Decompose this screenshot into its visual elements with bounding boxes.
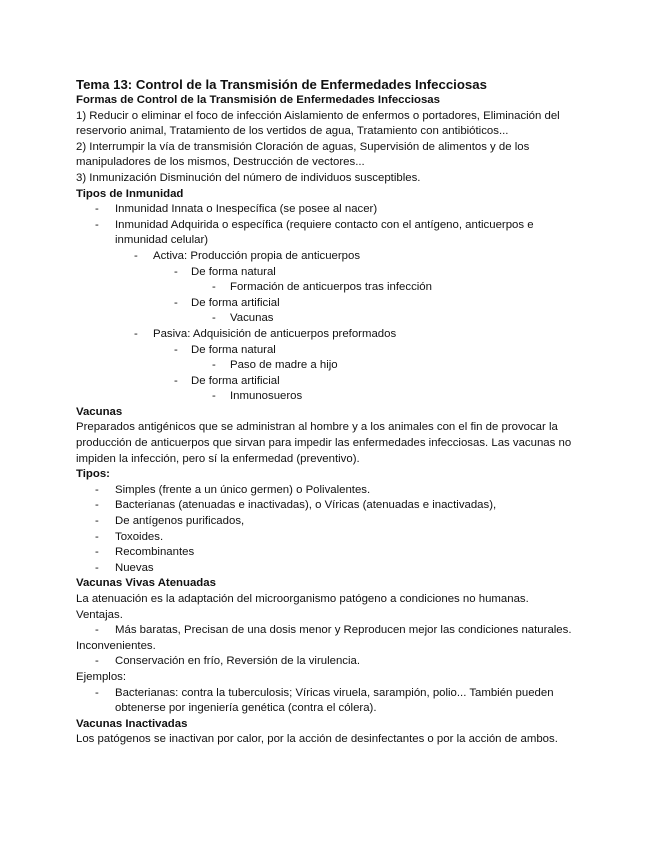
list-item <box>76 343 581 359</box>
list-item <box>76 686 581 717</box>
list-item-text: Simples (frente a un único germen) o Polivalentes. <box>115 483 371 496</box>
paragraph: Preparados antigénicos que se administran al hombre y a los animales con el fin de provocar la producción de anticuerpos que sirvan para impedir las enfermedades infecciosas. Las vacunas no impiden la infección, pero sí la enfermedad (preventivo). <box>76 421 572 465</box>
paragraph: 3) Inmunización Disminución del número de individuos susceptibles. <box>76 171 421 184</box>
list-item <box>76 296 581 312</box>
bullet: - <box>134 249 138 262</box>
list-item-text: Pasiva: Adquisición de anticuerpos preformados <box>153 327 397 340</box>
list-item <box>76 530 581 546</box>
list-item-text: Paso de madre a hijo <box>230 359 338 372</box>
bullet: - <box>95 515 99 528</box>
label: Inconvenientes. <box>76 639 156 652</box>
list-item-text: Bacterianas: contra la tuberculosis; Víricas viruela, sarampión, polio... También pueden obtenerse por ingeniería genética (contra el cólera). <box>115 686 554 715</box>
list-item <box>76 218 581 249</box>
bullet: - <box>95 218 99 231</box>
label: Ventajas. <box>76 608 123 621</box>
list-item-text: Activa: Producción propia de anticuerpos <box>153 249 361 262</box>
bullet: - <box>212 281 216 294</box>
list-item-text: De forma artificial <box>191 374 280 387</box>
paragraph: La atenuación es la adaptación del microorganismo patógeno a condiciones no humanas. <box>76 593 529 605</box>
bullet: - <box>95 561 99 574</box>
list-item <box>76 311 581 327</box>
bullet: - <box>212 390 216 403</box>
bullet: - <box>174 296 178 309</box>
bullet: - <box>95 655 99 668</box>
bullet: - <box>95 203 99 216</box>
bullet: - <box>134 327 138 340</box>
paragraph: Los patógenos se inactivan por calor, por la acción de desinfectantes o por la acción de ambos. <box>76 733 558 746</box>
bullet: - <box>95 499 99 512</box>
list-item <box>76 498 581 514</box>
section-heading: Tipos de Inmunidad <box>76 187 184 200</box>
list-item <box>76 358 581 374</box>
list-item-text: Toxoides. <box>115 530 164 543</box>
section-heading: Vacunas <box>76 405 123 418</box>
list-item <box>76 545 581 561</box>
list-item-text: De forma natural <box>191 343 276 356</box>
section-heading: Vacunas Vivas Atenuadas <box>76 577 216 590</box>
bullet: - <box>212 312 216 325</box>
list-item <box>76 374 581 390</box>
list-item-text: Más baratas, Precisan de una dosis menor y Reproducen mejor las condiciones naturales. <box>115 624 572 637</box>
list-item <box>76 280 581 296</box>
list-item-text: Inmunidad Adquirida o específica (requiere contacto con el antígeno, anticuerpos e inmunidad celular) <box>115 218 534 247</box>
bullet: - <box>212 359 216 372</box>
list-item <box>76 483 581 499</box>
list-item <box>76 654 581 670</box>
bullet: - <box>95 530 99 543</box>
bullet: - <box>95 624 99 637</box>
list-item-text: De forma artificial <box>191 296 280 309</box>
list-item <box>76 202 581 218</box>
bullet: - <box>95 546 99 559</box>
list-item <box>76 561 581 577</box>
bullet: - <box>174 343 178 356</box>
page-title: Tema 13: Control de la Transmisión de Enfermedades Infecciosas <box>76 77 487 92</box>
document-page <box>76 77 581 748</box>
subsection-heading: Tipos: <box>76 468 110 481</box>
list-item-text: Bacterianas (atenuadas e inactivadas), o Víricas (atenuadas e inactivadas), <box>115 499 497 512</box>
list-item <box>76 623 581 639</box>
bullet: - <box>95 483 99 496</box>
list-item <box>76 327 581 343</box>
bullet: - <box>174 374 178 387</box>
bullet: - <box>174 265 178 278</box>
list-item <box>76 514 581 530</box>
list-item-text: Conservación en frío, Reversión de la virulencia. <box>115 655 361 668</box>
list-item-text: Inmunosueros <box>230 390 303 403</box>
list-item-text: De forma natural <box>191 265 276 278</box>
section-heading: Vacunas Inactivadas <box>76 717 188 730</box>
label: Ejemplos: <box>76 670 127 683</box>
paragraph: 1) Reducir o eliminar el foco de infección Aislamiento de enfermos o portadores, Eliminación del reservorio animal, Tratamiento de los vertidos de agua, Tratamiento con antibióticos... <box>76 109 560 138</box>
list-item <box>76 249 581 265</box>
list-item-text: Vacunas <box>230 312 274 325</box>
list-item-text: De antígenos purificados, <box>115 515 245 528</box>
list-item-text: Inmunidad Innata o Inespecífica (se posee al nacer) <box>115 203 378 216</box>
section-heading: Formas de Control de la Transmisión de Enfermedades Infecciosas <box>76 94 440 106</box>
list-item-text: Formación de anticuerpos tras infección <box>230 281 432 294</box>
list-item <box>76 389 581 405</box>
list-item-text: Nuevas <box>115 561 154 574</box>
paragraph: 2) Interrumpir la vía de transmisión Cloración de aguas, Supervisión de alimentos y de los manipuladores de los mismos, Destrucción de vectores... <box>76 140 530 169</box>
bullet: - <box>95 686 99 699</box>
list-item-text: Recombinantes <box>115 546 195 559</box>
list-item <box>76 265 581 281</box>
